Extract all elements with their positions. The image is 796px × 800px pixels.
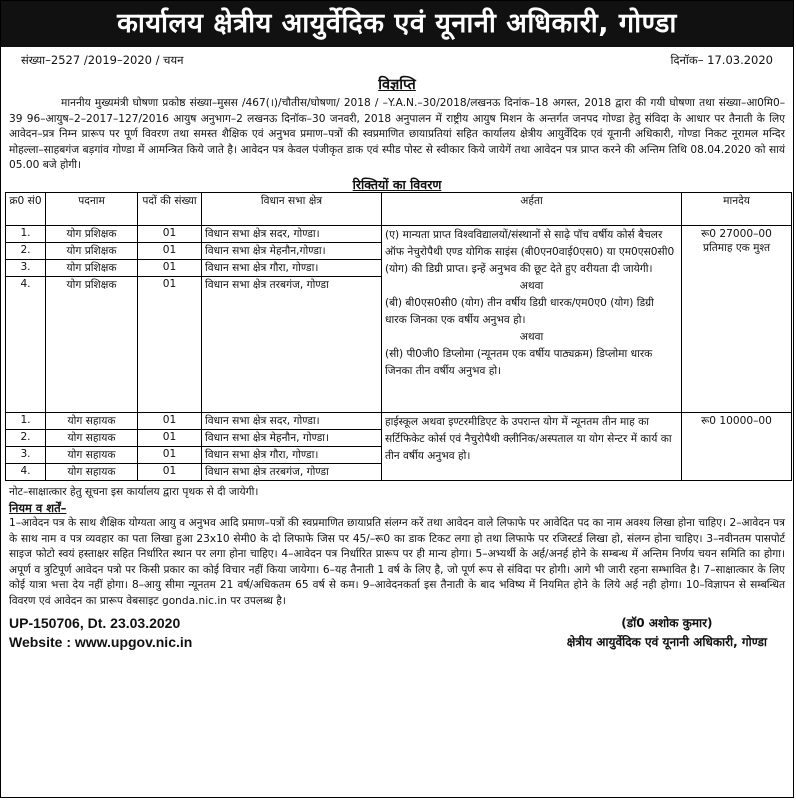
cell-area: विधान सभा क्षेत्र गौरा, गोण्डा। xyxy=(202,259,382,276)
vacancy-table xyxy=(5,192,792,481)
rules-title: नियम व शर्तें– xyxy=(9,500,67,515)
cell-post: योग प्रशिक्षक xyxy=(46,242,138,259)
qualification-a: (ए) मान्यता प्राप्त विश्वविद्यालयों/संस्थानों से साढ़े पॉच वर्षीय कोर्स बैचलर ऑफ नेचुरोपैथी एण्ड योगिक साइंस (बी0एन0वाई0एस0) या एम0एस0सी0 (योग) की डिग्री प्राप्त। इन्हें अनुभव की छूट देते हुए वरीयता दी जायेगी। xyxy=(385,228,675,275)
cell-post: योग सहायक xyxy=(46,429,138,446)
cell-sno: 2. xyxy=(6,242,46,259)
notice-date: दिनॉक– 17.03.2020 xyxy=(670,53,773,67)
office-banner: कार्यालय क्षेत्रीय आयुर्वेदिक एवं यूनानी अधिकारी, गोण्डा xyxy=(1,1,793,47)
cell-sno: 2. xyxy=(6,429,46,446)
table-row xyxy=(6,225,792,242)
cell-post: योग सहायक xyxy=(46,446,138,463)
cell-sno: 4. xyxy=(6,463,46,480)
assistant-pay: रू0 10000–00 xyxy=(682,412,792,480)
cell-count: 01 xyxy=(138,429,202,446)
header-pay: मानदेय xyxy=(682,192,792,225)
cell-sno: 1. xyxy=(6,225,46,242)
header-sno: क्र0 सं0 xyxy=(6,192,46,225)
footer-left xyxy=(9,614,192,652)
cell-sno: 4. xyxy=(6,276,46,412)
cell-post: योग सहायक xyxy=(46,412,138,429)
notice-body: माननीय मुख्यमंत्री घोषणा प्रकोष्ठ संख्या–मुसस /467(।)/चौतीस/घोषणा/ 2018 / –Y.A.N.–30/2018/लखनऊ दिनांक–18 अगस्त, 2018 द्वारा की गयी घोषणा तथा संख्या–आ0मि0–39 96–आयुष–2–2017–127/2016 आयुष अनुभाग–2 लखनऊ दिनॉक–30 जनवरी, 2018 अनुपालन में राष्ट्रीय आयुष मिशन के अन्तर्गत जनपद गोण्डा हेतु संविदा के आधार पर तैनाती के लिए आवेदन–प्रत्र निम्न प्रारूप पर पूर्ण विवरण तथा समस्त शैक्षिक एवं अनुभव प्रमाण–पत्रों की स्वप्रमाणित छायाप्रतियां सहित कार्यालय क्षेत्रीय आयुर्वेदिक एवं यूनानी अधिकारी, गोण्डा निकट नूरामल मन्दिर मोहल्ला–साहबगंज बड़गांव गोण्डा में आमन्त्रित किये जाते है। आवेदन पत्र केवल पंजीकृत डाक एवं स्पीड पोस्ट से स्वीकार किये जायेगें तथा आवेदन पत्र प्राप्त करने की अन्तिम तिथि 08.04.2020 को सायं 05.00 बजे होगी। xyxy=(9,97,785,172)
vacancy-title: रिक्तियों का विवरण xyxy=(352,176,442,192)
table-row xyxy=(6,412,792,429)
cell-post: योग प्रशिक्षक xyxy=(46,225,138,242)
reference-number: संख्या–2527 /2019–2020 / चयन xyxy=(21,53,184,67)
cell-post: योग प्रशिक्षक xyxy=(46,276,138,412)
cell-post: योग प्रशिक्षक xyxy=(46,259,138,276)
or-separator: अथवा xyxy=(519,279,544,292)
cell-area: विधान सभा क्षेत्र तरबगंज, गोण्डा xyxy=(202,463,382,480)
cell-area: विधान सभा क्षेत्र मेहनौन,गोण्डा। xyxy=(202,242,382,259)
cell-area: विधान सभा क्षेत्र मेहनौन, गोण्डा। xyxy=(202,429,382,446)
cell-area: विधान सभा क्षेत्र सदर, गोण्डा। xyxy=(202,225,382,242)
table-header-row xyxy=(6,192,792,225)
cell-post: योग सहायक xyxy=(46,463,138,480)
assistant-qualification: हाईस्कूल अथवा इण्टरमीडिएट के उपरान्त योग में न्यूनतम तीन माह का सर्टिफिकेट कोर्स एवं नैचुरोपैथी क्लीनिक/अस्पताल या योग सेन्टर में कार्य का तीन वर्षीय अनुभव हो। xyxy=(382,412,682,480)
cell-area: विधान सभा क्षेत्र गौरा, गोण्डा। xyxy=(202,446,382,463)
cell-count: 01 xyxy=(138,446,202,463)
signatory-title: क्षेत्रीय आयुर्वेदिक एवं यूनानी अधिकारी, गोण्डा xyxy=(566,634,767,649)
cell-count: 01 xyxy=(138,259,202,276)
cell-area: विधान सभा क्षेत्र सदर, गोण्डा। xyxy=(202,412,382,429)
cell-count: 01 xyxy=(138,463,202,480)
cell-area: विधान सभा क्षेत्र तरबगंज, गोण्डा xyxy=(202,276,382,412)
header-area: विधान सभा क्षेत्र xyxy=(202,192,382,225)
signatory-name: (डॉ0 अशोक कुमार) xyxy=(621,615,713,630)
qualification-b: (बी) बी0एस0सी0 (योग) तीन वर्षीय डिग्री धारक/एम0ए0 (योग) डिग्री धारक जिनका एक वर्षीय अनुभव हो। xyxy=(385,296,654,326)
signature-block xyxy=(567,614,767,652)
header-qualification: अर्हता xyxy=(382,192,682,225)
or-separator: अथवा xyxy=(519,330,544,343)
cell-sno: 3. xyxy=(6,259,46,276)
cell-sno: 3. xyxy=(6,446,46,463)
cell-sno: 1. xyxy=(6,412,46,429)
header-count: पदों की संख्या xyxy=(138,192,202,225)
instructor-pay: रू0 27000–00 प्रतिमाह एक मुश्त xyxy=(682,225,792,412)
interview-note: नोट–साक्षात्कार हेतु सूचना इस कार्यालय द्वारा पृथक से दी जायेगी। xyxy=(9,485,259,498)
up-code: UP-150706, Dt. 23.03.2020 xyxy=(9,614,181,631)
rules-text: 1–आवेदन पत्र के साथ शैक्षिक योग्यता आयु व अनुभव आदि प्रमाण–पत्रों की स्वप्रमाणित छायाप्रति संलग्न करें तथा आवेदन वाले लिफाफे पर आवेदित पद का नाम अवश्य लिखा होना चाहिए। 2–आवेदन पत्र के साथ नाम व पत्र व्यवहार का पता लिखा हुआ 23x10 सेमी0 के दो लिफाफे जिस पर 45/–रू0 का डाक टिकट लगा हो तथा लिफाफे पर रजिस्टर्ड लिखा हो, संलग्न होना चाहिए। 3–नवीनतम पासपोर्ट साइज फोटो स्वयं हस्ताक्षर सहित निर्धारित स्थान पर लगा होना चाहिए। 4–आवेदन पत्र निर्धारित प्रारूप पर ही मान्य होगा। 5–अभ्यर्थी के अर्ह/अनर्ह होने के सम्बन्ध में अन्तिम निर्णय चयन समिति का होगा। अपूर्ण व त्रुटिपूर्ण आवेदन पत्रो पर किसी प्रकार का कोई विचार नहीं किया जायेगा। 6–यह तैनाती 1 वर्ष के लिए है, जो पूर्ण रूप से संविदा पर होगी। आगे भी जारी रहना सम्भावित है। 7–साक्षात्कार के लिए कोई यात्रा भत्ता देय नहीं होगा। 8–आयु सीमा न्यूनतम 21 वर्ष/अधिकतम 65 वर्ष से कम। 9–आवेदनकर्ता इस तैनाती के बाद भविष्य में नियमित होने के लिये अर्ह नही होगा। 10–विज्ञापन से सम्बन्धित विवरण एवं आवेदन का प्रारूप वेबसाइट gonda.nic.in पर उपलब्ध है। xyxy=(9,516,785,607)
instructor-qualification xyxy=(382,225,682,412)
notice-title: विज्ञप्ति xyxy=(378,77,416,93)
website: Website : www.upgov.nic.in xyxy=(9,633,193,650)
cell-count: 01 xyxy=(138,225,202,242)
cell-count: 01 xyxy=(138,242,202,259)
qualification-c: (सी) पी0जी0 डिप्लोमा (न्यूनतम एक वर्षीय पाठ्यक्रम) डिप्लोमा धारक जिनका तीन वर्षीय अनुभव हो। xyxy=(385,347,653,377)
footer xyxy=(1,610,793,652)
header-post: पदनाम xyxy=(46,192,138,225)
reference-line xyxy=(1,47,793,68)
cell-count: 01 xyxy=(138,412,202,429)
cell-count: 01 xyxy=(138,276,202,412)
